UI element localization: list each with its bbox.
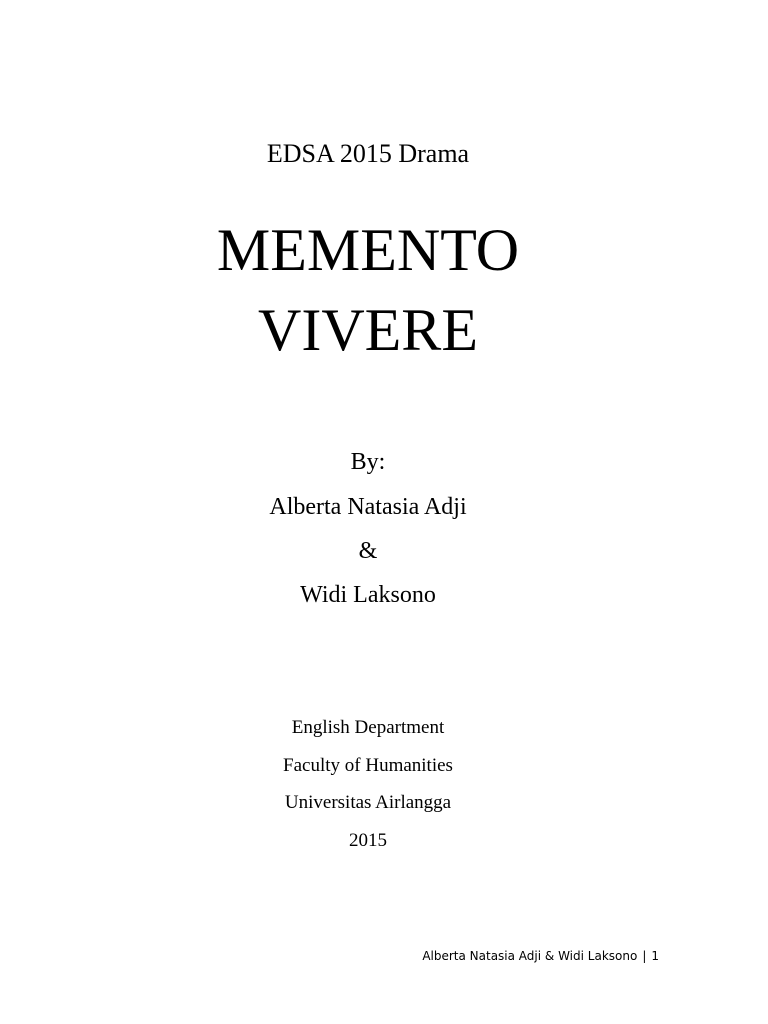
footer-authors: Alberta Natasia Adji & Widi Laksono	[422, 949, 638, 963]
institution-faculty: Faculty of Humanities	[283, 755, 453, 776]
title-line-2: VIVERE	[258, 297, 478, 363]
footer-separator: |	[642, 949, 647, 963]
institution-university: Universitas Airlangga	[284, 792, 452, 813]
author-name: Widi Laksono	[300, 582, 436, 608]
page-footer	[422, 947, 659, 965]
document-subtitle: EDSA 2015 Drama	[266, 139, 470, 168]
institution-year: 2015	[349, 830, 387, 851]
by-label: By:	[350, 449, 386, 475]
page-number: 1	[651, 949, 659, 963]
author-name: Alberta Natasia Adji	[269, 494, 467, 520]
title-line-1: MEMENTO	[216, 217, 520, 283]
institution-department: English Department	[291, 717, 445, 738]
author-ampersand: &	[358, 538, 378, 564]
